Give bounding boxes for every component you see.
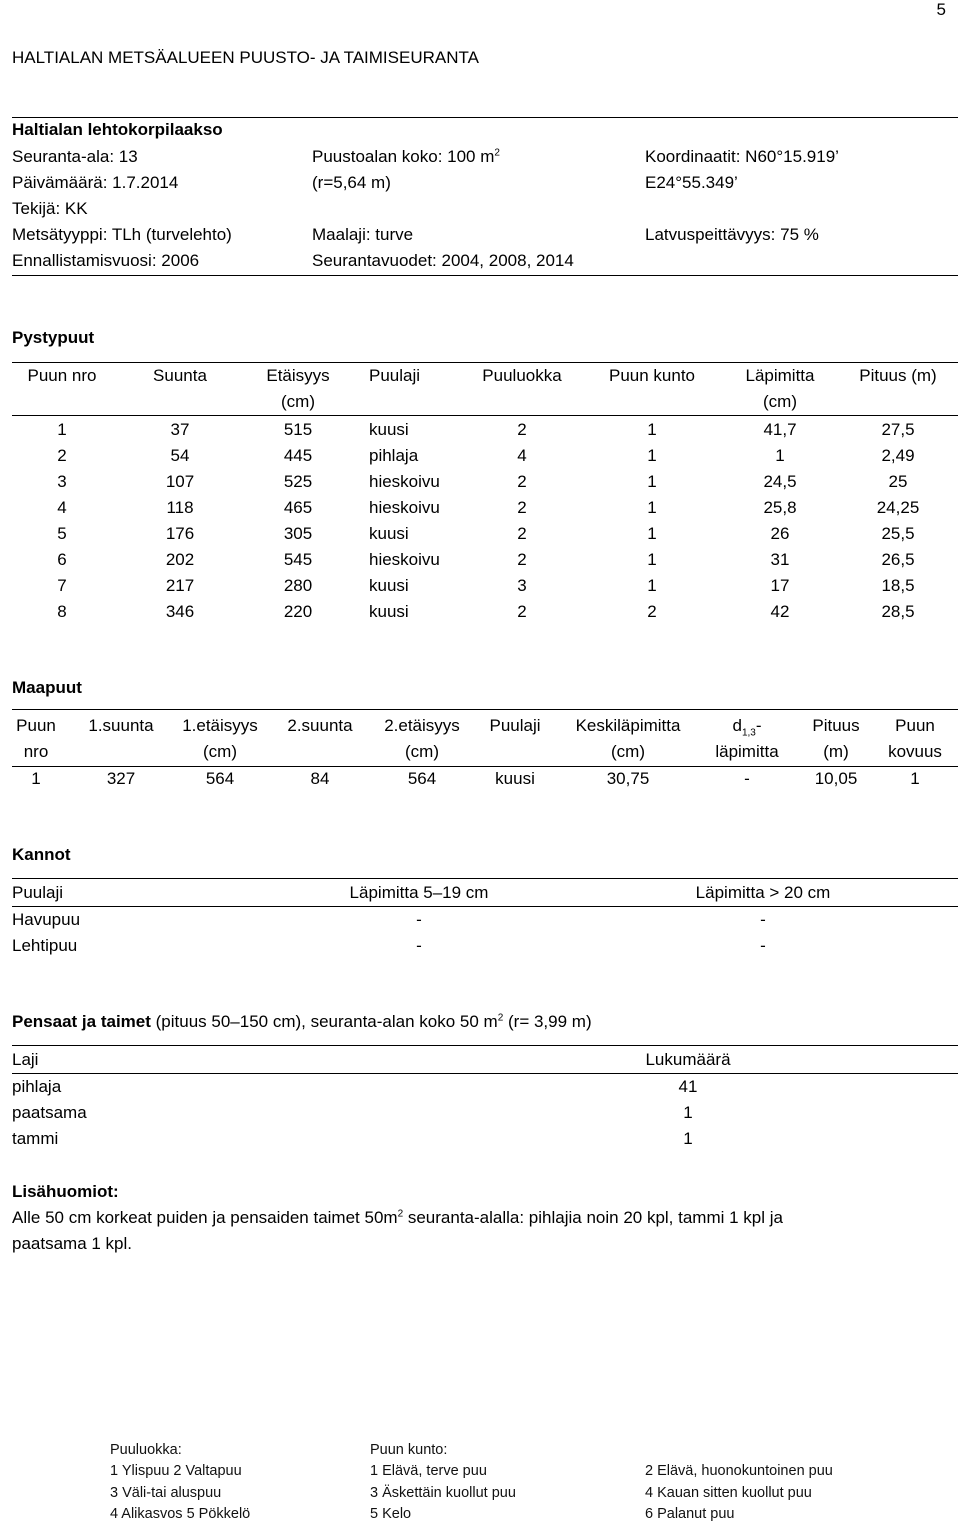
- fallen-header-direction-2: 2.suunta: [287, 716, 353, 735]
- stumps-cell-species: Havupuu: [12, 910, 81, 929]
- shrubs-cell-species: paatsama: [12, 1103, 87, 1122]
- standing-cell-tree-no: 8: [57, 602, 67, 621]
- site-field-forest-type: Metsätyyppi: TLh (turvelehto): [12, 225, 232, 244]
- standing-cell-distance: 280: [283, 576, 313, 595]
- fallen-header-mean-diameter: Keskiläpimitta: [575, 716, 681, 735]
- fallen-cell-tree-no: 1: [31, 769, 41, 788]
- standing-header-distance-unit: (cm): [281, 392, 315, 411]
- shrubs-cell-count: 1: [683, 1103, 693, 1122]
- standing-cell-direction: 107: [165, 472, 195, 491]
- notes-line-2: paatsama 1 kpl.: [12, 1234, 133, 1253]
- shrubs-title: Pensaat ja taimet (pituus 50–150 cm), seuranta-alan koko 50 $m^2$ (r= 3,99 m): [12, 1012, 592, 1031]
- standing-cell-species: hieskoivu: [369, 498, 440, 517]
- standing-cell-height: 18,5: [881, 576, 915, 595]
- standing-cell-tree-no: 3: [57, 472, 67, 491]
- standing-cell-distance: 545: [283, 550, 313, 569]
- fallen-header-d13-2: läpimitta: [715, 742, 779, 761]
- standing-cell-height: 25,5: [881, 524, 915, 543]
- legend-condition-line: 6 Palanut puu: [645, 1506, 735, 1522]
- fallen-header-distance-1: 1.etäisyys: [182, 716, 258, 735]
- standing-cell-condition: 2: [647, 602, 657, 621]
- divider-top: [12, 117, 958, 118]
- standing-cell-tree-no: 4: [57, 498, 67, 517]
- standing-cell-tree-no: 5: [57, 524, 67, 543]
- standing-cell-height: 2,49: [881, 446, 915, 465]
- legend-tree-class-line: 3 Väli-tai aluspuu: [110, 1485, 222, 1501]
- legend-tree-class-line: 1 Ylispuu 2 Valtapuu: [110, 1463, 242, 1479]
- fallen-header-bottom-rule: [12, 766, 958, 767]
- standing-cell-condition: 1: [647, 576, 657, 595]
- standing-cell-tree-no: 7: [57, 576, 67, 595]
- standing-cell-condition: 1: [647, 498, 657, 517]
- fallen-header-distance-2: 2.etäisyys: [384, 716, 460, 735]
- divider-site-bottom: [12, 275, 958, 276]
- fallen-header-hardness: Puun: [895, 716, 935, 735]
- site-field-author: Tekijä: KK: [12, 199, 88, 218]
- site-field-coordinates-e: E24°55.349’: [645, 173, 738, 192]
- standing-cell-diameter: 41,7: [763, 420, 797, 439]
- standing-cell-diameter: 26: [770, 524, 790, 543]
- fallen-header-tree-no: Puun: [16, 716, 56, 735]
- standing-cell-condition: 1: [647, 420, 657, 439]
- table-row: [0, 602, 960, 628]
- fallen-header-height-unit: (m): [823, 742, 849, 761]
- standing-cell-height: 27,5: [881, 420, 915, 439]
- standing-cell-distance: 445: [283, 446, 313, 465]
- standing-cell-tree-class: 2: [517, 602, 527, 621]
- standing-header-distance: Etäisyys: [266, 366, 330, 385]
- shrubs-cell-count: 1: [683, 1129, 693, 1148]
- site-field-seuranta-ala: Seuranta-ala: 13: [12, 147, 138, 166]
- standing-cell-height: 24,25: [876, 498, 920, 517]
- site-field-date: Päivämäärä: 1.7.2014: [12, 173, 179, 192]
- standing-cell-condition: 1: [647, 472, 657, 491]
- standing-cell-species: pihlaja: [369, 446, 419, 465]
- legend-condition-line: 2 Elävä, huonokuntoinen puu: [645, 1463, 833, 1479]
- shrubs-cell-species: pihlaja: [12, 1077, 62, 1096]
- legend-condition-line: 4 Kauan sitten kuollut puu: [645, 1485, 812, 1501]
- fallen-cell-distance-2: 564: [407, 769, 437, 788]
- standing-cell-height: 26,5: [881, 550, 915, 569]
- standing-cell-tree-class: 2: [517, 550, 527, 569]
- standing-cell-condition: 1: [647, 446, 657, 465]
- standing-cell-species: hieskoivu: [369, 550, 440, 569]
- stumps-cell-species: Lehtipuu: [12, 936, 78, 955]
- standing-header-tree-class: Puuluokka: [482, 366, 562, 385]
- site-field-restoration-year: Ennallistamisvuosi: 2006: [12, 251, 200, 270]
- standing-cell-diameter: 31: [770, 550, 790, 569]
- standing-cell-direction: 37: [170, 420, 190, 439]
- standing-header-height: Pituus (m): [859, 366, 937, 385]
- stumps-header-top-rule: [12, 878, 958, 879]
- table-row: [0, 550, 960, 576]
- legend-condition-line: 1 Elävä, terve puu: [370, 1463, 487, 1479]
- fallen-header-tree-no-2: nro: [23, 742, 49, 761]
- stumps-header-diameter-large: Läpimitta > 20 cm: [695, 883, 831, 902]
- standing-cell-diameter: 25,8: [763, 498, 797, 517]
- standing-cell-distance: 465: [283, 498, 313, 517]
- fallen-header-species: Puulaji: [489, 716, 541, 735]
- standing-header-condition: Puun kunto: [608, 366, 696, 385]
- standing-cell-distance: 525: [283, 472, 313, 491]
- table-row: [0, 576, 960, 602]
- fallen-header-mean-diameter-unit: (cm): [611, 742, 645, 761]
- site-field-plot-size: Puustoalan koko: 100 $m^2$: [312, 147, 500, 166]
- stumps-title: Kannot: [12, 845, 71, 864]
- fallen-cell-hardness: 1: [910, 769, 920, 788]
- legend-tree-class-line: 4 Alikasvos 5 Pökkelö: [110, 1506, 251, 1522]
- document-title: HALTIALAN METSÄALUEEN PUUSTO- JA TAIMISEURANTA: [12, 48, 479, 67]
- standing-cell-species: kuusi: [369, 420, 409, 439]
- fallen-header-hardness-2: kovuus: [888, 742, 942, 761]
- stumps-header-species: Puulaji: [12, 883, 64, 902]
- site-field-radius: (r=5,64 m): [312, 173, 391, 192]
- standing-header-diameter: Läpimitta: [745, 366, 815, 385]
- fallen-cell-direction-1: 327: [106, 769, 136, 788]
- standing-cell-condition: 1: [647, 550, 657, 569]
- standing-cell-species: kuusi: [369, 576, 409, 595]
- shrubs-header-species: Laji: [12, 1050, 39, 1069]
- table-row: [0, 420, 960, 446]
- standing-cell-tree-class: 2: [517, 524, 527, 543]
- fallen-header-distance-2-unit: (cm): [405, 742, 439, 761]
- table-row: [0, 498, 960, 524]
- standing-cell-tree-class: 2: [517, 498, 527, 517]
- stumps-header-diameter-small: Läpimitta 5–19 cm: [349, 883, 489, 902]
- fallen-header-top-rule: [12, 709, 958, 710]
- stumps-cell-large: -: [760, 936, 766, 955]
- site-field-monitoring-years: Seurantavuodet: 2004, 2008, 2014: [312, 251, 574, 270]
- standing-cell-species: kuusi: [369, 524, 409, 543]
- standing-cell-tree-no: 1: [57, 420, 67, 439]
- legend-condition-line: 3 Äskettäin kuollut puu: [370, 1485, 516, 1501]
- table-row: [0, 472, 960, 498]
- legend-condition-line: 5 Kelo: [370, 1506, 412, 1522]
- notes-line-1: Alle 50 cm korkeat puiden ja pensaiden taimet $50m^2$ seuranta-alalla: pihlajia noin 20 kpl, tammi 1 kpl ja: [12, 1208, 783, 1227]
- fallen-header-d13: $d_{1,3}-$: [732, 716, 762, 739]
- standing-cell-distance: 305: [283, 524, 313, 543]
- standing-cell-diameter: 24,5: [763, 472, 797, 491]
- stumps-header-bottom-rule: [12, 906, 958, 907]
- site-field-soil: Maalaji: turve: [312, 225, 414, 244]
- fallen-cell-direction-2: 84: [310, 769, 330, 788]
- table-row: [0, 524, 960, 550]
- standing-cell-tree-class: 4: [517, 446, 527, 465]
- standing-header-direction: Suunta: [153, 366, 207, 385]
- standing-header-species: Puulaji: [369, 366, 421, 385]
- standing-cell-direction: 217: [165, 576, 195, 595]
- standing-cell-tree-class: 2: [517, 420, 527, 439]
- shrubs-header-bottom-rule: [12, 1073, 958, 1074]
- fallen-cell-distance-1: 564: [205, 769, 235, 788]
- standing-cell-direction: 118: [166, 498, 194, 517]
- standing-cell-species: hieskoivu: [369, 472, 440, 491]
- standing-cell-direction: 176: [165, 524, 195, 543]
- fallen-header-distance-1-unit: (cm): [203, 742, 237, 761]
- standing-cell-direction: 202: [165, 550, 195, 569]
- standing-cell-diameter: 42: [770, 602, 790, 621]
- shrubs-header-top-rule: [12, 1045, 958, 1046]
- fallen-cell-height: 10,05: [814, 769, 858, 788]
- standing-cell-diameter: 1: [775, 446, 785, 465]
- standing-header-top-rule: [12, 362, 958, 363]
- fallen-cell-species: kuusi: [495, 769, 535, 788]
- stumps-cell-small: -: [416, 910, 422, 929]
- standing-cell-distance: 220: [283, 602, 313, 621]
- fallen-cell-mean-diameter: 30,75: [606, 769, 650, 788]
- table-row: [0, 446, 960, 472]
- standing-cell-diameter: 17: [770, 576, 790, 595]
- standing-cell-distance: 515: [283, 420, 313, 439]
- shrubs-cell-species: tammi: [12, 1129, 59, 1148]
- site-field-canopy-cover: Latvuspeittävyys: 75 %: [645, 225, 819, 244]
- fallen-header-height: Pituus: [812, 716, 860, 735]
- site-name: Haltialan lehtokorpilaakso: [12, 120, 223, 139]
- page-number: 5: [936, 0, 946, 19]
- shrubs-cell-count: 41: [678, 1077, 698, 1096]
- standing-header-tree-no: Puun nro: [27, 366, 97, 385]
- standing-cell-tree-no: 2: [57, 446, 67, 465]
- standing-cell-height: 25: [888, 472, 908, 491]
- standing-cell-direction: 54: [170, 446, 190, 465]
- stumps-cell-small: -: [416, 936, 422, 955]
- standing-cell-height: 28,5: [881, 602, 915, 621]
- table-row: [0, 769, 960, 795]
- standing-cell-tree-no: 6: [57, 550, 67, 569]
- standing-cell-direction: 346: [165, 602, 195, 621]
- standing-cell-tree-class: 2: [517, 472, 527, 491]
- standing-cell-tree-class: 3: [517, 576, 527, 595]
- stumps-cell-large: -: [760, 910, 766, 929]
- notes-title: Lisähuomiot:: [12, 1182, 119, 1201]
- fallen-trees-title: Maapuut: [12, 678, 82, 697]
- legend-condition-title: Puun kunto:: [370, 1442, 448, 1458]
- legend-tree-class-title: Puuluokka:: [110, 1442, 182, 1458]
- standing-cell-species: kuusi: [369, 602, 409, 621]
- standing-cell-condition: 1: [647, 524, 657, 543]
- fallen-header-direction-1: 1.suunta: [88, 716, 154, 735]
- shrubs-header-count: Lukumäärä: [645, 1050, 731, 1069]
- standing-header-bottom-rule: [12, 415, 958, 416]
- fallen-cell-d13: -: [744, 769, 750, 788]
- standing-header-diameter-unit: (cm): [763, 392, 797, 411]
- site-field-coordinates-n: Koordinaatit: N60°15.919’: [645, 147, 839, 166]
- standing-trees-title: Pystypuut: [12, 328, 95, 347]
